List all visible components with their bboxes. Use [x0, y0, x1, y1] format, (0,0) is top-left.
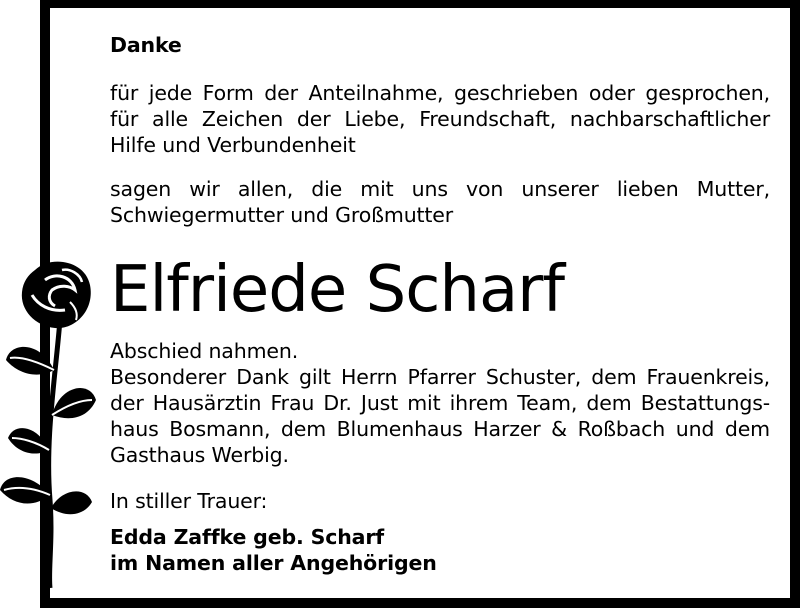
- special-thanks-line: Gasthaus Werbig.: [110, 443, 289, 467]
- heading: Danke: [110, 33, 182, 57]
- special-thanks-line: der Hausärztin Frau Dr. Just mit ihrem Team, dem Bestattungs-: [110, 391, 770, 415]
- rose-icon: [0, 250, 100, 590]
- special-thanks-line: Besonderer Dank gilt Herrn Pfarrer Schuster, dem Frauenkreis,: [110, 365, 770, 389]
- signature-line: im Namen aller Angehörigen: [110, 551, 437, 575]
- farewell-text: Abschied nahmen.: [110, 339, 299, 363]
- thanks-line: Hilfe und Verbundenheit: [110, 133, 356, 157]
- deceased-name: Elfriede Scharf: [110, 253, 564, 327]
- thanks-line: für jede Form der Anteilnahme, geschrieben oder gesprochen,: [110, 81, 770, 105]
- mourning-text: In stiller Trauer:: [110, 489, 268, 513]
- special-thanks-line: haus Bosmann, dem Blumenhaus Harzer & Roßbach und dem: [110, 417, 770, 441]
- thanks-line: für alle Zeichen der Liebe, Freundschaft, nachbarschaftlicher: [110, 107, 770, 131]
- thanks-line: Schwiegermutter und Großmutter: [110, 203, 454, 227]
- signature-line: Edda Zaffke geb. Scharf: [110, 525, 385, 549]
- thanks-line: sagen wir allen, die mit uns von unserer lieben Mutter,: [110, 177, 770, 201]
